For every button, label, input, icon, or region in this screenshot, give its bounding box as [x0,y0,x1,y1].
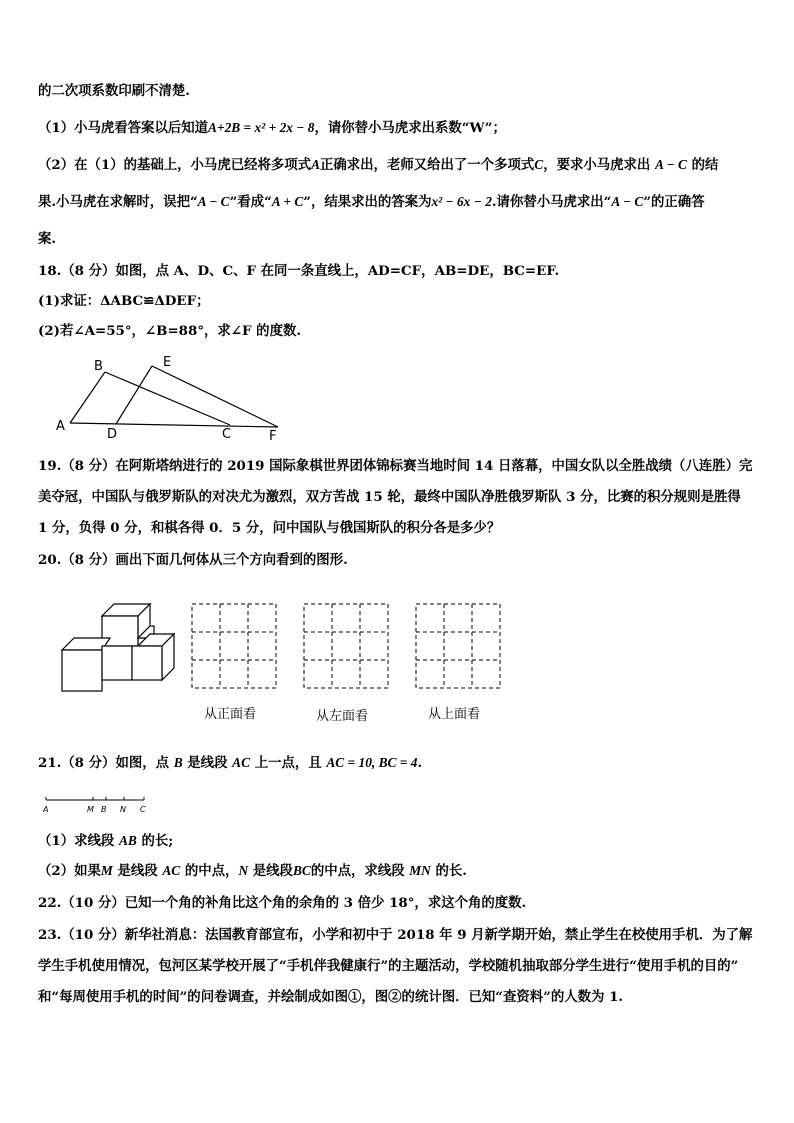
label-B: B [94,359,103,374]
text: （2）在（1）的基础上，小马虎已经将多项式 [38,157,312,173]
left-cube-front [62,650,102,691]
math-A-plus-C: A + C [271,194,304,209]
q19-line2: 美夺冠，中国队与俄罗斯队的对决尤为激烈，双方苦战 15 轮，最终中国队净胜俄罗斯队 3 分，比赛的积分规则是胜得 [38,489,741,505]
label-F: F [269,429,277,444]
q23-line1: 23.（10 分）新华社消息：法国教育部宣布，小学和初中于 2018 年 9 月新学期开始，禁止学生在校使用手机．为了解 [38,927,753,943]
grid-front [192,604,276,688]
q21-part2 [38,862,760,880]
q17-part1-text: （1）小马虎看答案以后知道 [38,120,209,136]
segment-DE [116,366,152,424]
q20-title: 20.（8 分）画出下面几何体从三个方向看到的图形. [38,552,348,568]
math-BC: BC [292,863,311,878]
q18-part2: (2)若∠A=55°，∠B=88°，求∠F 的度数. [38,323,302,339]
seg-label-N: N [120,805,126,814]
math-M: M [100,863,113,878]
text: .请你替小马虎求出“ [491,194,612,210]
q21-part1 [38,832,760,850]
segment-AB [70,372,105,423]
text: 的中点，求线段 [310,863,405,879]
seg-label-C: C [140,805,146,814]
base-line [70,423,278,427]
text: 上一点，且 [254,755,322,771]
q21-title [38,754,760,772]
right-cube-front [132,646,162,680]
math-A-minus-C: A − C [611,194,644,209]
q17-part2-line3: 案. [38,231,57,247]
math-AC: AC [162,863,181,878]
math-A-minus-C: A − C [197,194,230,209]
math-AC: AC [232,755,251,770]
q23-line2: 学生手机使用情况，包河区某学校开展了“手机伴我健康行”的主题活动，学校随机抽取部分学生进行“使用手机的目的” [38,958,739,974]
text: ”看成“ [229,194,272,210]
grid-top [416,604,500,688]
q17-part1 [38,119,760,137]
q22-text: 22.（10 分）已知一个角的补角比这个角的余角的 3 倍少 18°，求这个角的度数. [38,895,527,911]
label-C: C [222,427,232,442]
q19-line1: 19.（8 分）在阿斯塔纳进行的 2019 国际象棋世界团体锦标赛当地时间 14 日落幕，中国女队以全胜战绩（八连胜）完 [38,458,753,474]
text: ”，结果求出的答案为 [303,194,432,210]
q17-part1-end: ，请你替小马虎求出系数“W”； [314,120,506,136]
text: 21.（8 分）如图，点 [38,755,170,771]
q18-triangle-figure [50,350,290,445]
text: （2）如果 [38,863,101,879]
text: 的长; [141,833,174,849]
grid-left [304,604,388,688]
caption-front-view: 从正面看 [204,707,257,722]
label-D: D [107,427,118,442]
q21-segment-figure [40,792,160,816]
label-E: E [163,355,172,370]
text: 正确求出，老师又给出了一个多项式 [320,157,535,173]
q17-part2-line2 [38,193,760,211]
math-MN: MN [409,863,431,878]
seg-label-M: M [87,805,94,814]
q17-part1-equation: A+2B = x² + 2x − 8 [208,120,315,135]
q17-continuation: 的二次项系数印刷不清楚. [38,83,190,99]
text: 是线段 [252,863,293,879]
math-answer: x² − 6x − 2 [431,194,492,209]
caption-top-view: 从上面看 [428,707,481,722]
q17-part2-line1 [38,156,760,174]
text: ，要求小马虎求出 [543,157,651,173]
q18-title: 18.（8 分）如图，点 A、D、C、F 在同一条直线上，AD=CF，AB=DE，BC=EF. [38,263,560,279]
text: 是线段 [187,755,228,771]
segment-EF [152,366,278,427]
q19-line3: 1 分，负得 0 分，和棋各得 0．5 分，问中国队与俄国斯队的积分各是多少？ [38,520,501,536]
seg-label-A: A [43,805,49,814]
text: （1）求线段 [38,833,115,849]
q20-grids [190,602,510,692]
q18-part1: (1)求证：ΔABC≌ΔDEF； [38,293,210,309]
text: 是线段 [117,863,158,879]
math-A-minus-C: A − C [654,157,687,172]
math-B: B [173,755,183,770]
math-C: C [534,157,544,172]
text: 果.小马虎在求解时，误把“ [38,194,198,210]
text: 的中点， [184,863,239,879]
text: . [417,755,423,771]
q20-cube-solid [58,598,178,696]
math-N: N [238,863,249,878]
text: 的长. [435,863,467,879]
segment-BC [105,372,230,425]
seg-label-B: B [101,805,107,814]
label-A: A [56,419,65,434]
text: 的结 [691,157,719,173]
math-A: A [311,157,320,172]
text: ”的正确答 [643,194,705,210]
middle-cube-front [102,646,132,680]
math-condition: AC = 10, BC = 4 [326,755,418,770]
math-AB: AB [118,833,137,848]
caption-left-view: 从左面看 [316,709,369,724]
q23-line3: 和“每周使用手机的时间”的问卷调查，并绘制成如图①，图②的统计图．已知“查资料”的人数为 1. [38,989,624,1005]
